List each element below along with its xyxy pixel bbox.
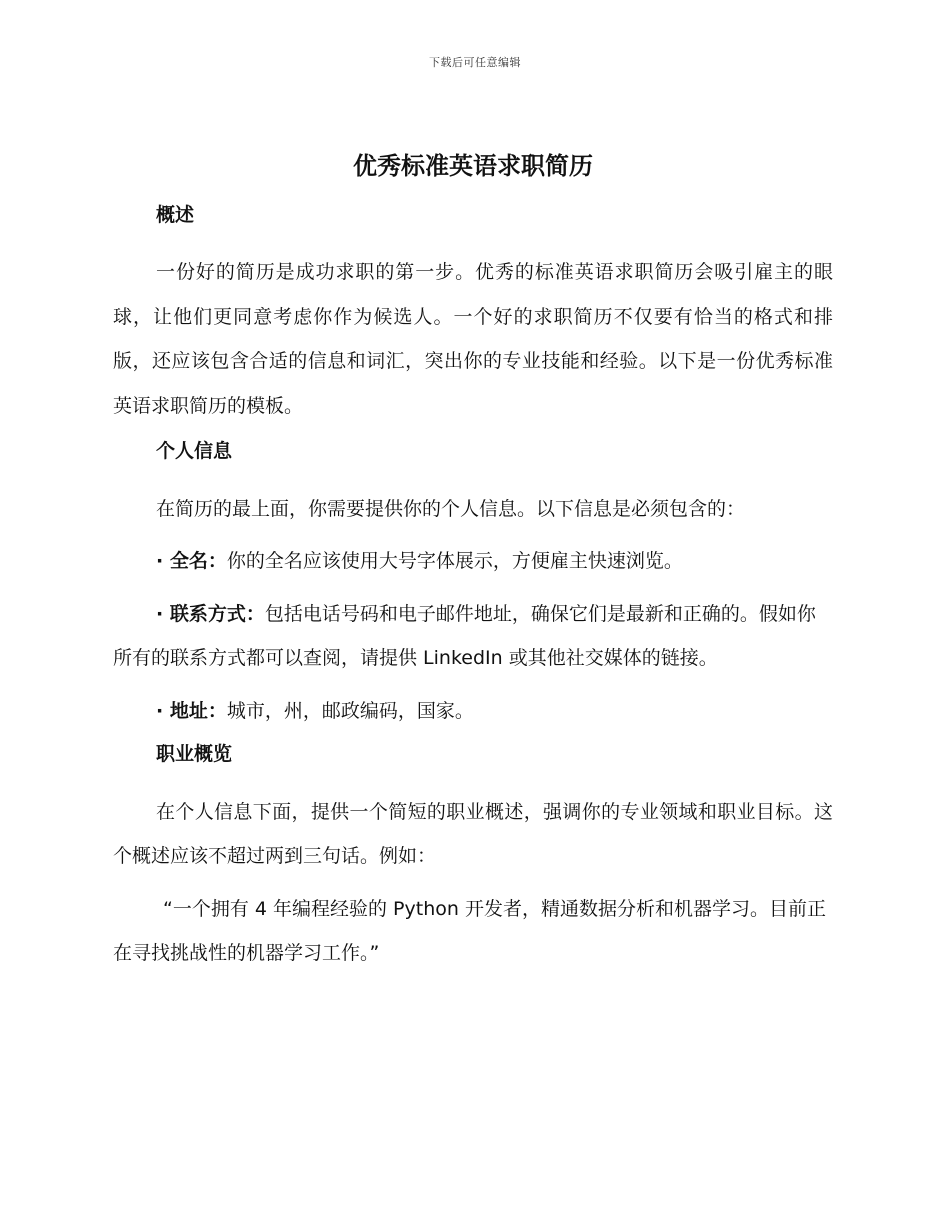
bullet-contact: [113, 592, 833, 681]
document-title: 优秀标准英语求职简历: [353, 152, 593, 180]
bullet-label: · 联系方式：: [156, 602, 265, 625]
bullet-text: 城市，州，邮政编码，国家。: [226, 699, 474, 722]
career-overview-quote: “一个拥有 4 年编程经验的 Python 开发者，精通数据分析和机器学习。目前正在寻找挑战性的机器学习工作。”: [113, 897, 826, 965]
bullet-label: · 地址：: [156, 699, 227, 722]
career-overview-paragraph: 在个人信息下面，提供一个简短的职业概述，强调你的专业领域和职业目标。这个概述应该不超过两到三句话。例如：: [113, 800, 833, 868]
section-heading-career-overview: 职业概览: [156, 743, 233, 766]
overview-paragraph: 一份好的简历是成功求职的第一步。优秀的标准英语求职简历会吸引雇主的眼球，让他们更同意考虑你作为候选人。一个好的求职简历不仅要有恰当的格式和排版，还应该包含合适的信息和词汇，突出你的专业技能和经验。以下是一份优秀标准英语求职简历的模板。: [113, 261, 833, 417]
section-heading-overview: 概述: [156, 203, 195, 226]
document-body: [113, 150, 833, 976]
header-note: 下载后可任意编辑: [429, 56, 521, 69]
bullet-label: · 全名：: [156, 550, 227, 573]
bullet-full-name: [113, 539, 833, 584]
section-heading-personal-info: 个人信息: [156, 440, 233, 463]
bullet-text: 包括电话号码和电子邮件地址，确保它们是最新和正确的。假如你所有的联系方式都可以查阅，请提供 LinkedIn 或其他社交媒体的链接。: [113, 602, 816, 670]
personal-info-intro: 在简历的最上面，你需要提供你的个人信息。以下信息是必须包含的：: [156, 497, 746, 520]
bullet-text: 你的全名应该使用大号字体展示，方便雇主快速浏览。: [226, 550, 683, 573]
bullet-address: [113, 689, 833, 734]
